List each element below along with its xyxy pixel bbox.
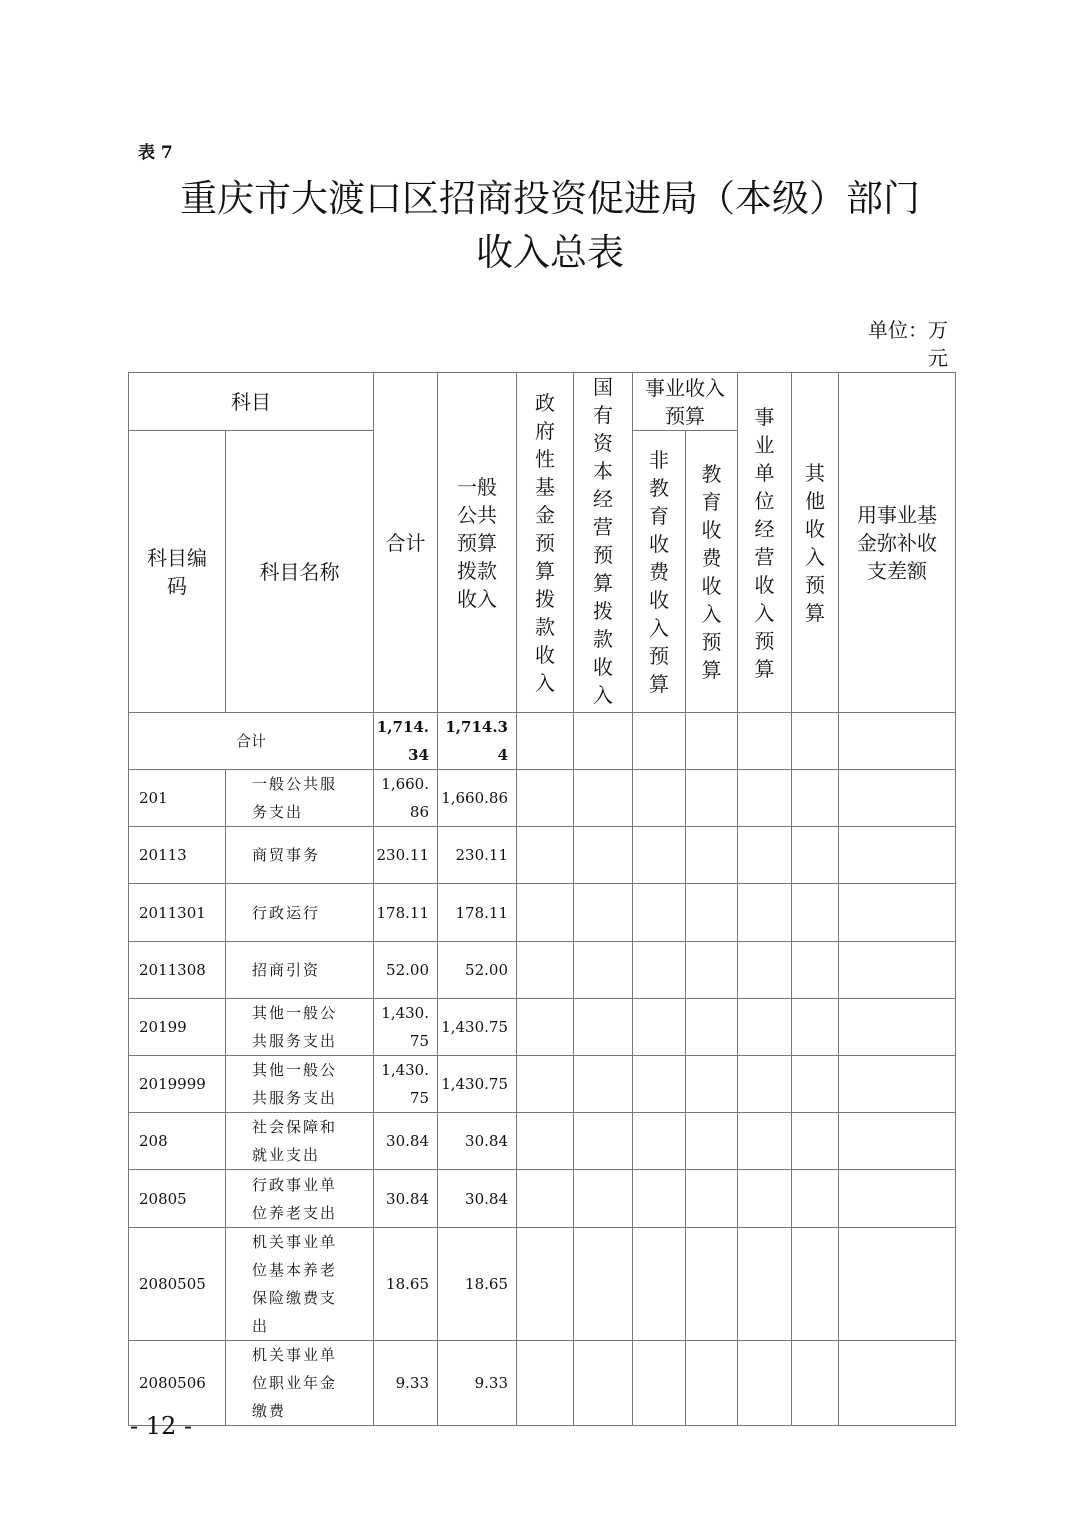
empty-cell <box>686 1056 738 1113</box>
empty-cell <box>517 1228 574 1341</box>
empty-cell <box>517 1113 574 1170</box>
row-total: 30.84 <box>374 1113 438 1170</box>
header-state-capital: 国有资本经营预算拨款收入 <box>574 373 633 713</box>
row-total: 1,430.75 <box>374 999 438 1056</box>
page-title <box>0 172 1074 280</box>
subject-name: 其他一般公共服务支出 <box>226 999 374 1056</box>
empty-cell <box>686 1228 738 1341</box>
empty-cell <box>633 770 686 827</box>
row-total: 18.65 <box>374 1228 438 1341</box>
row-general: 230.11 <box>438 827 517 884</box>
empty-cell <box>633 1170 686 1228</box>
subject-code: 2011308 <box>129 942 226 999</box>
empty-cell <box>738 1228 792 1341</box>
empty-cell <box>633 1056 686 1113</box>
row-general: 178.11 <box>438 884 517 942</box>
empty-cell <box>839 942 956 999</box>
empty-cell <box>738 1170 792 1228</box>
empty-cell <box>517 999 574 1056</box>
empty-cell <box>574 1228 633 1341</box>
empty-cell <box>686 999 738 1056</box>
subject-code: 2080505 <box>129 1228 226 1341</box>
empty-cell <box>792 1170 839 1228</box>
empty-cell <box>633 827 686 884</box>
row-total: 178.11 <box>374 884 438 942</box>
empty-cell <box>839 884 956 942</box>
empty-cell <box>517 1170 574 1228</box>
empty-cell <box>839 770 956 827</box>
empty-cell <box>738 1341 792 1426</box>
empty-cell <box>574 1170 633 1228</box>
empty-cell <box>839 827 956 884</box>
empty-cell <box>738 942 792 999</box>
subject-code: 208 <box>129 1113 226 1170</box>
header-career: 事业收入预算 <box>633 373 738 431</box>
table-row <box>129 999 956 1056</box>
total-general: 1,714.34 <box>438 713 517 770</box>
row-general: 1,430.75 <box>438 999 517 1056</box>
table-row <box>129 1056 956 1113</box>
subject-code: 201 <box>129 770 226 827</box>
title-line-1: 重庆市大渡口区招商投资促进局（本级）部门 <box>180 177 920 220</box>
empty-cell <box>792 713 839 770</box>
subject-name: 社会保障和就业支出 <box>226 1113 374 1170</box>
row-total: 52.00 <box>374 942 438 999</box>
unit-label: 单位：万元 <box>868 318 948 370</box>
empty-cell <box>686 1341 738 1426</box>
row-general: 1,660.86 <box>438 770 517 827</box>
row-total: 9.33 <box>374 1341 438 1426</box>
row-total: 1,430.75 <box>374 1056 438 1113</box>
empty-cell <box>633 1113 686 1170</box>
row-general: 52.00 <box>438 942 517 999</box>
header-gov-fund: 政府性基金预算拨款收入 <box>517 373 574 713</box>
subject-name: 行政运行 <box>226 884 374 942</box>
empty-cell <box>517 1341 574 1426</box>
empty-cell <box>839 1170 956 1228</box>
subject-name: 一般公共服务支出 <box>226 770 374 827</box>
table-row <box>129 1170 956 1228</box>
empty-cell <box>686 1170 738 1228</box>
header-other: 其他收入预算 <box>792 373 839 713</box>
empty-cell <box>792 884 839 942</box>
empty-cell <box>574 999 633 1056</box>
empty-cell <box>792 1056 839 1113</box>
empty-cell <box>839 1341 956 1426</box>
subject-code: 2080506 <box>129 1341 226 1426</box>
header-general: 一般公共预算拨款收入 <box>438 373 517 713</box>
empty-cell <box>517 827 574 884</box>
header-non-edu: 非教育收费收入预算 <box>633 431 686 713</box>
row-total: 30.84 <box>374 1170 438 1228</box>
empty-cell <box>633 713 686 770</box>
empty-cell <box>839 1113 956 1170</box>
empty-cell <box>686 884 738 942</box>
header-fund-offset: 用事业基金弥补收支差额 <box>839 373 956 713</box>
table-row <box>129 884 956 942</box>
empty-cell <box>738 713 792 770</box>
empty-cell <box>738 999 792 1056</box>
empty-cell <box>517 942 574 999</box>
empty-cell <box>738 884 792 942</box>
empty-cell <box>792 1341 839 1426</box>
row-general: 30.84 <box>438 1113 517 1170</box>
empty-cell <box>517 884 574 942</box>
subject-code: 2011301 <box>129 884 226 942</box>
subject-name: 商贸事务 <box>226 827 374 884</box>
empty-cell <box>517 1056 574 1113</box>
empty-cell <box>686 827 738 884</box>
empty-cell <box>839 1056 956 1113</box>
empty-cell <box>574 770 633 827</box>
empty-cell <box>574 942 633 999</box>
empty-cell <box>686 942 738 999</box>
subject-name: 机关事业单位基本养老保险缴费支出 <box>226 1228 374 1341</box>
empty-cell <box>839 1228 956 1341</box>
empty-cell <box>633 884 686 942</box>
total-row <box>129 713 956 770</box>
empty-cell <box>574 1056 633 1113</box>
empty-cell <box>574 1341 633 1426</box>
table-row <box>129 1228 956 1341</box>
subject-code: 20113 <box>129 827 226 884</box>
table-row <box>129 1113 956 1170</box>
row-general: 9.33 <box>438 1341 517 1426</box>
empty-cell <box>738 770 792 827</box>
empty-cell <box>792 942 839 999</box>
empty-cell <box>686 713 738 770</box>
header-code: 科目编码 <box>129 431 226 713</box>
total-label: 合计 <box>129 713 374 770</box>
empty-cell <box>633 1341 686 1426</box>
empty-cell <box>738 1056 792 1113</box>
title-line-2: 收入总表 <box>476 231 624 274</box>
table-row <box>129 770 956 827</box>
empty-cell <box>517 770 574 827</box>
total-value: 1,714.34 <box>374 713 438 770</box>
empty-cell <box>839 713 956 770</box>
empty-cell <box>574 884 633 942</box>
empty-cell <box>574 713 633 770</box>
header-name: 科目名称 <box>226 431 374 713</box>
table-row <box>129 1341 956 1426</box>
empty-cell <box>633 999 686 1056</box>
empty-cell <box>574 827 633 884</box>
table-label: 表 7 <box>138 143 173 163</box>
row-total: 230.11 <box>374 827 438 884</box>
empty-cell <box>792 1228 839 1341</box>
subject-code: 20805 <box>129 1170 226 1228</box>
empty-cell <box>686 1113 738 1170</box>
subject-code: 20199 <box>129 999 226 1056</box>
empty-cell <box>738 1113 792 1170</box>
empty-cell <box>686 770 738 827</box>
header-edu: 教育收费收入预算 <box>686 431 738 713</box>
table-row <box>129 942 956 999</box>
row-general: 1,430.75 <box>438 1056 517 1113</box>
empty-cell <box>517 713 574 770</box>
subject-code: 2019999 <box>129 1056 226 1113</box>
row-general: 30.84 <box>438 1170 517 1228</box>
income-summary-table <box>128 372 956 1426</box>
header-total: 合计 <box>374 373 438 713</box>
empty-cell <box>574 1113 633 1170</box>
empty-cell <box>633 1228 686 1341</box>
subject-name: 行政事业单位养老支出 <box>226 1170 374 1228</box>
empty-cell <box>792 1113 839 1170</box>
subject-name: 机关事业单位职业年金缴费 <box>226 1341 374 1426</box>
row-general: 18.65 <box>438 1228 517 1341</box>
row-total: 1,660.86 <box>374 770 438 827</box>
empty-cell <box>738 827 792 884</box>
subject-name: 其他一般公共服务支出 <box>226 1056 374 1113</box>
empty-cell <box>633 942 686 999</box>
empty-cell <box>792 827 839 884</box>
table-row <box>129 827 956 884</box>
header-subject: 科目 <box>129 373 374 431</box>
header-unit-business: 事业单位经营收入预算 <box>738 373 792 713</box>
empty-cell <box>792 770 839 827</box>
empty-cell <box>792 999 839 1056</box>
page-number: - 12 - <box>130 1412 193 1440</box>
empty-cell <box>839 999 956 1056</box>
subject-name: 招商引资 <box>226 942 374 999</box>
